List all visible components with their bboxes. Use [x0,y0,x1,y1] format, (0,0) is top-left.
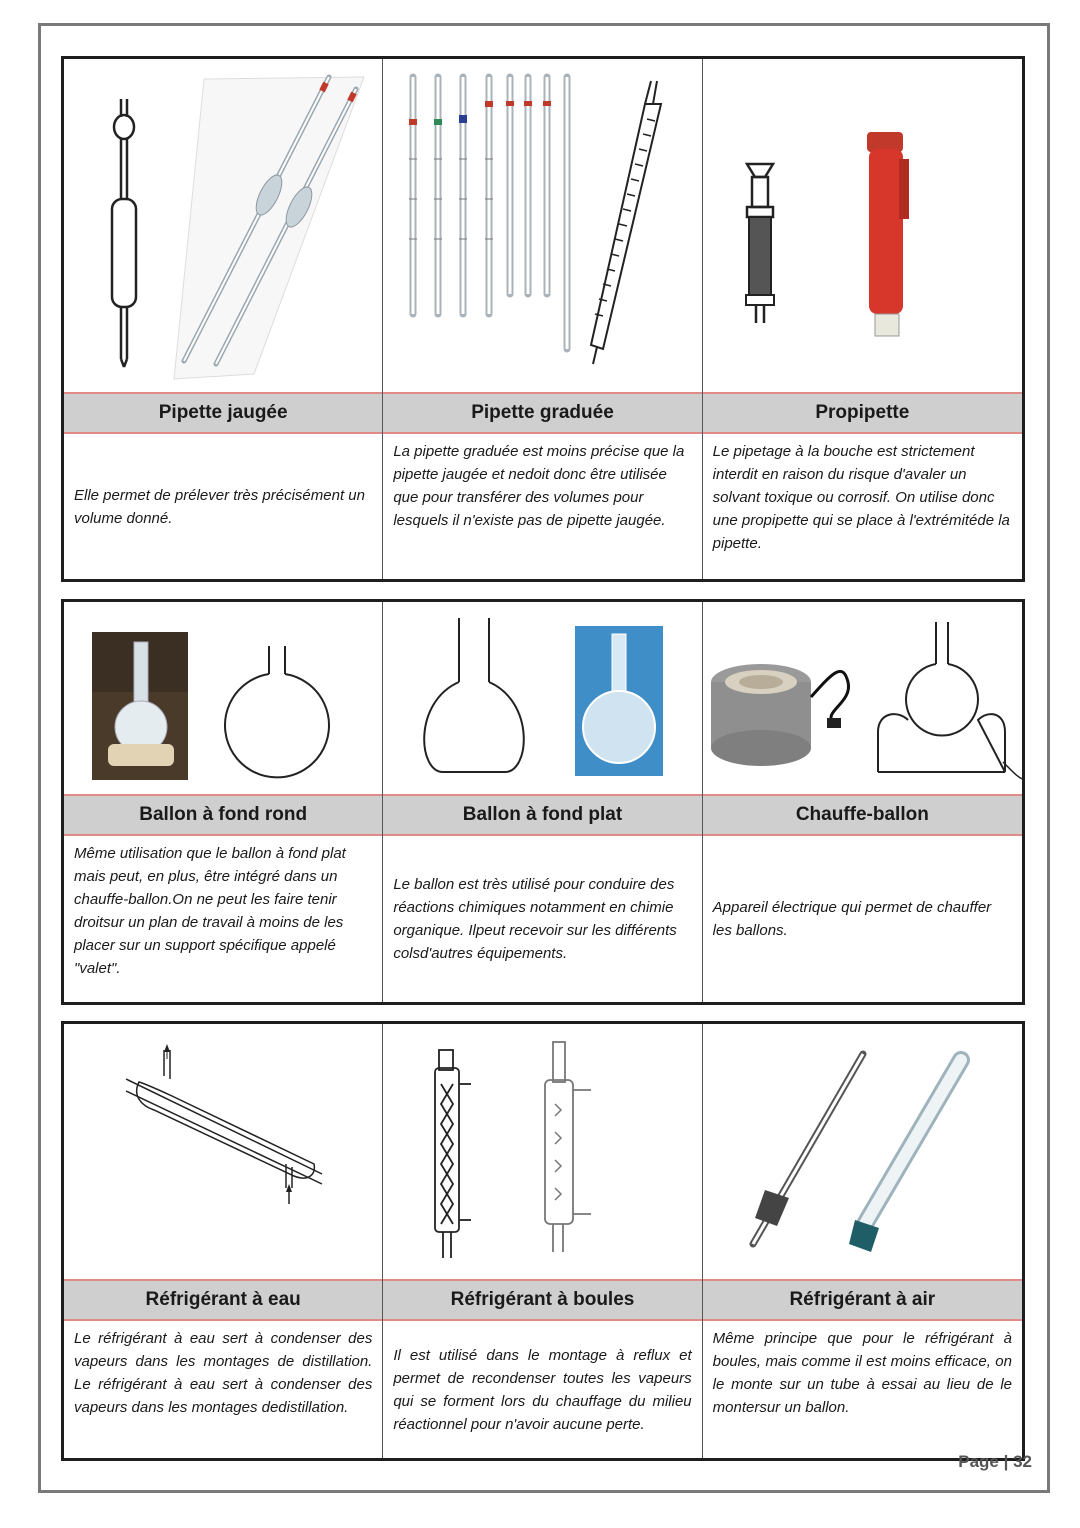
title-ballon-fond-rond: Ballon à fond rond [64,794,382,836]
pipette-graduee-illustration [383,59,701,392]
title-pipette-jaugee: Pipette jaugée [64,392,382,434]
card-pipette-jaugee [64,59,383,579]
desc-refrigerant-boules: Il est utilisé dans le montage à reflux et permet de recondenser toutes les vapeurs qui se forment lors du chauffage du milieu réactionnel pour n'avoir aucune perte. [393,1346,692,1433]
page-number: Page | 32 [958,1452,1032,1471]
desc-ballon-fond-rond: Même utilisation que le ballon à fond plat mais peut, en plus, être intégré dans un chauffe-ballon.On ne peut les faire tenir droitsur un plan de travail à moins de les placer sur un support spécifique appelé "valet". [74,845,346,977]
refrigerant-eau-illustration [64,1024,382,1279]
card-ballon-fond-plat [383,602,702,1002]
equipment-table-1 [61,56,1025,582]
title-refrigerant-boules: Réfrigérant à boules [383,1279,701,1321]
equipment-table-3 [61,1021,1025,1461]
desc-refrigerant-air: Même principe que pour le réfrigérant à boules, mais comme il est moins efficace, on le monte sur un tube à essai au lieu de le montersur un ballon. [712,1330,1012,1416]
title-refrigerant-eau: Réfrigérant à eau [64,1279,382,1321]
card-refrigerant-eau [64,1024,383,1458]
desc-pipette-jaugee: Elle permet de prélever très précisément un volume donné. [74,486,365,527]
ballon-fond-rond-illustration [64,602,382,794]
desc-chauffe-ballon: Appareil électrique qui permet de chauffer les ballons. [712,899,992,939]
desc-pipette-graduee: La pipette graduée est moins précise que la pipette jaugée et nedoit donc être utilisée que pour transférer des volumes pour lesquels il n'existe pas de pipette jaugée. [393,443,685,529]
chauffe-ballon-illustration [703,602,1022,794]
card-refrigerant-boules [383,1024,702,1458]
title-pipette-graduee: Pipette graduée [383,392,701,434]
card-propipette [703,59,1022,579]
title-ballon-fond-plat: Ballon à fond plat [383,794,701,836]
card-chauffe-ballon [703,602,1022,1002]
desc-propipette: Le pipetage à la bouche est strictement interdit en raison du risque d'avaler un solvant toxique ou corrosif. On utilise donc une propipette qui se place à l'extrémitéde la pipette. [712,443,1010,552]
propipette-illustration [703,59,1022,392]
title-refrigerant-air: Réfrigérant à air [703,1279,1022,1321]
equipment-table-2 [61,599,1025,1005]
pipette-jaugee-illustration [64,59,382,392]
card-ballon-fond-rond [64,602,383,1002]
title-propipette: Propipette [703,392,1022,434]
card-refrigerant-air [703,1024,1022,1458]
card-pipette-graduee [383,59,702,579]
refrigerant-air-illustration [703,1024,1022,1279]
desc-ballon-fond-plat: Le ballon est très utilisé pour conduire des réactions chimiques notamment en chimie organique. Ilpeut recevoir sur les différents colsd'autres équipements. [393,876,677,962]
ballon-fond-plat-illustration [383,602,701,794]
refrigerant-boules-illustration [383,1024,701,1279]
title-chauffe-ballon: Chauffe-ballon [703,794,1022,836]
desc-refrigerant-eau: Le réfrigérant à eau sert à condenser des vapeurs dans les montages de distillation. Le réfrigérant à eau sert à condenser des vapeurs dans les montages dedistillation. [74,1330,373,1416]
